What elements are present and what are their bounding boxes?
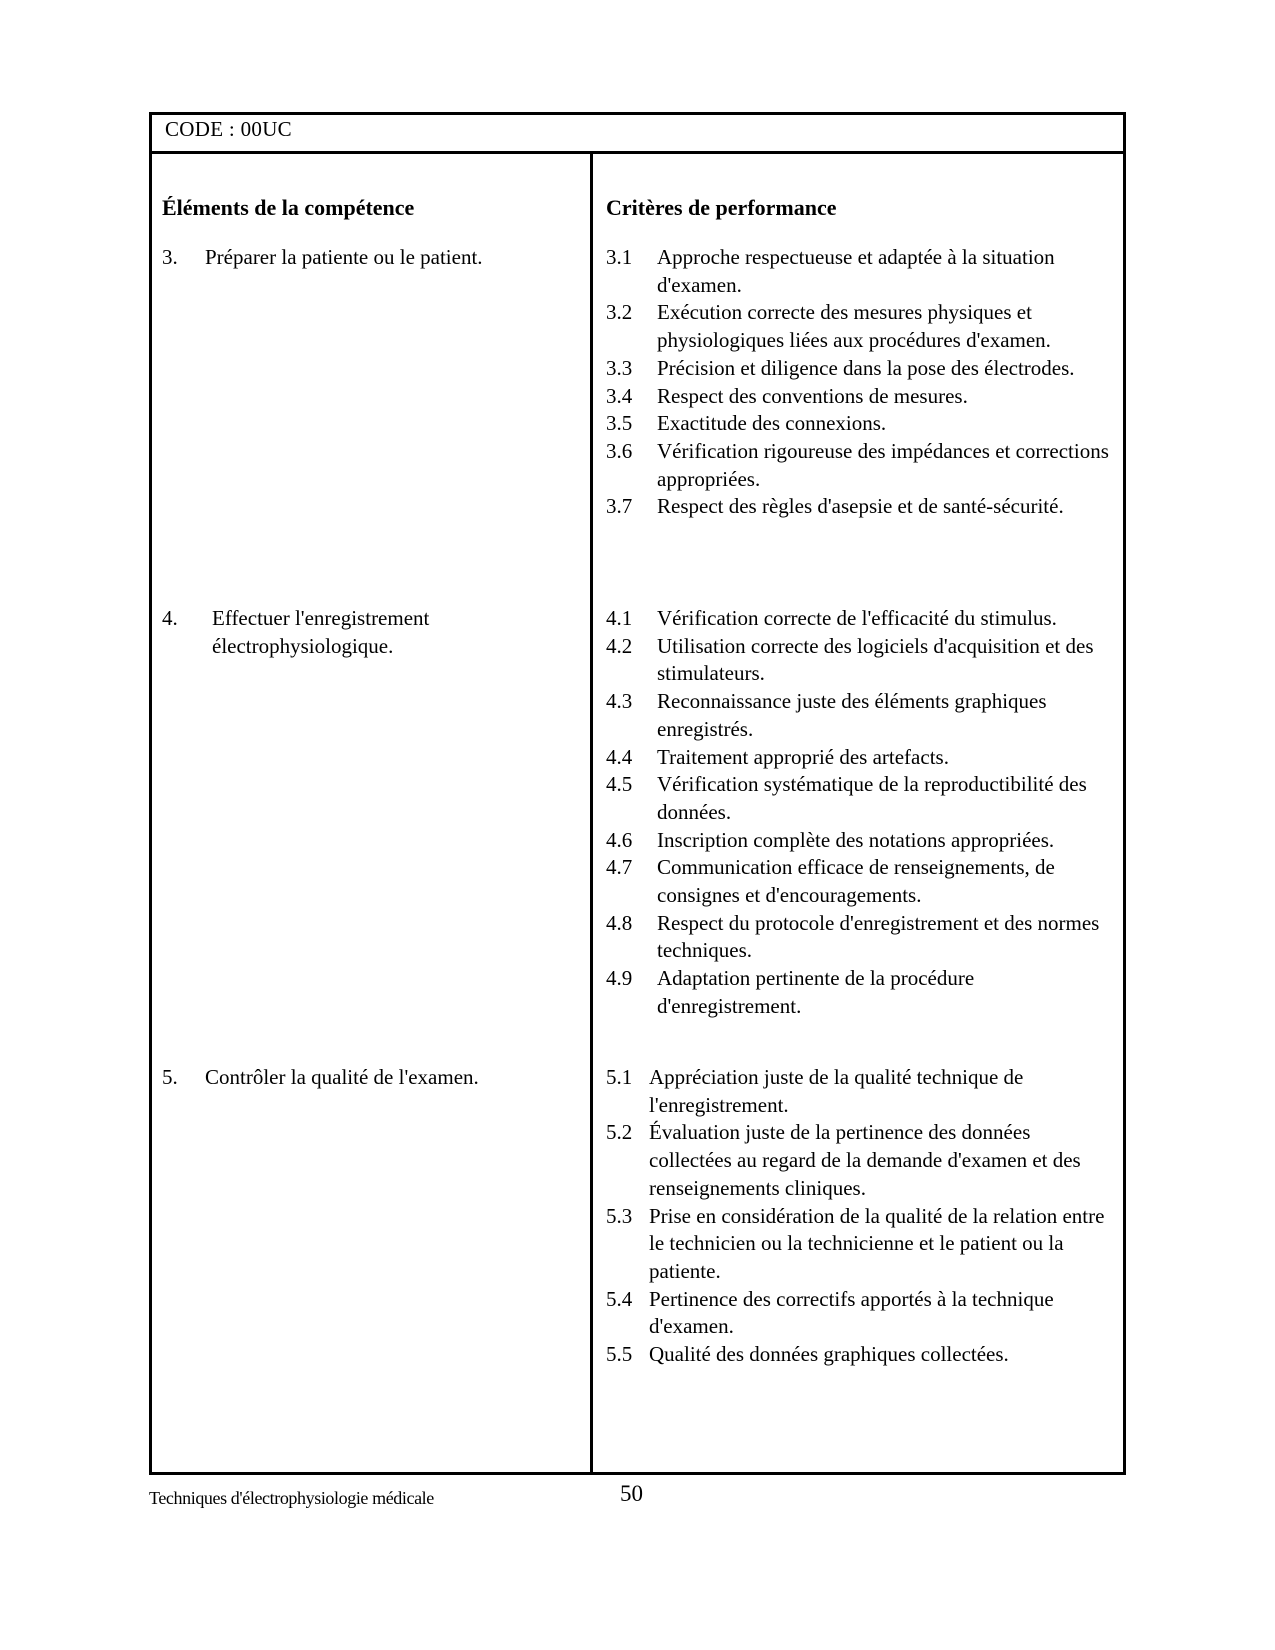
criterion-text: Prise en considération de la qualité de la relation entre le technicien ou la technicienne et le patient ou la patiente. (649, 1203, 1105, 1283)
criterion-text: Respect des conventions de mesures. (657, 383, 968, 408)
criterion-number: 3.3 (606, 355, 633, 380)
element-number: 5. (162, 1065, 178, 1089)
criterion-number: 3.1 (606, 245, 633, 269)
criteria-heading: Critères de performance (606, 195, 837, 220)
criteria-group-4 (606, 605, 1115, 1021)
criteria-group-5 (606, 1064, 1115, 1369)
criterion-text: Communication efficace de renseignements, de consignes et d'encouragements. (657, 855, 1055, 908)
criterion-text: Respect des règles d'asepsie et de santé-sécurité. (657, 494, 1064, 519)
elements-heading: Éléments de la compétence (162, 195, 415, 220)
criterion-3-2 (606, 299, 1115, 354)
footer-document-title: Techniques d'électrophysiologie médicale (149, 1488, 434, 1508)
element-number: 3. (162, 245, 178, 269)
criterion-text: Vérification correcte de l'efficacité du stimulus. (657, 606, 1057, 630)
criterion-text: Exécution correcte des mesures physiques et physiologiques liées aux procédures d'examen. (657, 300, 1051, 353)
criterion-3-6 (606, 438, 1115, 493)
criterion-number: 5.5 (606, 1342, 633, 1367)
criterion-text: Approche respectueuse et adaptée à la situation d'examen. (657, 245, 1055, 297)
criterion-4-1 (606, 605, 1115, 633)
criterion-4-6 (606, 827, 1115, 855)
criterion-5-4 (606, 1286, 1115, 1341)
criterion-4-7 (606, 854, 1115, 909)
page-number: 50 (620, 1481, 643, 1506)
criterion-number: 4.3 (606, 689, 633, 714)
criterion-text: Reconnaissance juste des éléments graphiques enregistrés. (657, 689, 1047, 741)
competency-table (149, 112, 1126, 1475)
criterion-text: Traitement approprié des artefacts. (657, 744, 949, 769)
criterion-4-3 (606, 688, 1115, 743)
criterion-number: 3.2 (606, 300, 633, 325)
criterion-text: Utilisation correcte des logiciels d'acquisition et des stimulateurs. (657, 633, 1094, 686)
code-row (152, 115, 1123, 154)
criterion-number: 4.2 (606, 633, 633, 658)
criterion-4-4 (606, 744, 1115, 772)
criterion-number: 4.7 (606, 855, 633, 880)
criterion-5-5 (606, 1341, 1115, 1369)
element-text-line-2: électrophysiologique. (212, 633, 394, 658)
element-text-line-1: Effectuer l'enregistrement (212, 606, 430, 630)
criterion-4-8 (606, 910, 1115, 965)
criterion-text: Évaluation juste de la pertinence des données collectées au regard de la demande d'examen et des renseignements cliniques. (649, 1120, 1081, 1200)
competency-code: CODE : 00UC (165, 117, 292, 141)
criterion-3-1 (606, 244, 1115, 299)
criterion-number: 3.5 (606, 411, 633, 436)
element-text: Contrôler la qualité de l'examen. (205, 1065, 479, 1089)
criterion-number: 4.8 (606, 910, 633, 935)
criterion-text: Qualité des données graphiques collectées. (649, 1342, 1009, 1367)
criterion-5-2 (606, 1119, 1115, 1202)
criterion-3-7 (606, 493, 1115, 521)
criterion-text: Appréciation juste de la qualité technique de l'enregistrement. (649, 1065, 1024, 1117)
criterion-text: Vérification rigoureuse des impédances et corrections appropriées. (657, 438, 1109, 491)
criterion-number: 3.6 (606, 438, 633, 463)
criterion-4-5 (606, 771, 1115, 826)
criterion-text: Adaptation pertinente de la procédure d'enregistrement. (657, 966, 975, 1018)
criterion-5-1 (606, 1064, 1115, 1119)
criterion-number: 3.4 (606, 383, 633, 408)
criterion-number: 4.1 (606, 606, 633, 630)
criterion-4-9 (606, 965, 1115, 1020)
criteria-group-3 (606, 244, 1115, 521)
elements-column (152, 154, 590, 1472)
element-number: 4. (162, 606, 178, 630)
criterion-3-5 (606, 410, 1115, 438)
criterion-text: Précision et diligence dans la pose des électrodes. (657, 355, 1075, 380)
criterion-text: Inscription complète des notations appropriées. (657, 827, 1055, 852)
criterion-3-4 (606, 383, 1115, 411)
criterion-text: Vérification systématique de la reproductibilité des données. (657, 772, 1087, 824)
element-text: Préparer la patiente ou le patient. (205, 245, 483, 269)
criterion-text: Pertinence des correctifs apportés à la technique d'examen. (649, 1286, 1054, 1339)
criterion-number: 4.9 (606, 966, 633, 991)
criterion-3-3 (606, 355, 1115, 383)
criterion-number: 4.6 (606, 827, 633, 852)
criterion-text: Respect du protocole d'enregistrement et des normes techniques. (657, 910, 1100, 963)
criterion-number: 4.5 (606, 772, 633, 797)
criterion-text: Exactitude des connexions. (657, 411, 887, 436)
criterion-number: 5.1 (606, 1065, 633, 1089)
criterion-number: 4.4 (606, 744, 633, 769)
criterion-4-2 (606, 633, 1115, 688)
criterion-number: 5.2 (606, 1120, 633, 1145)
criterion-number: 5.4 (606, 1286, 633, 1311)
criterion-5-3 (606, 1203, 1115, 1286)
criteria-column (593, 154, 1123, 1472)
criterion-number: 3.7 (606, 494, 633, 519)
criterion-number: 5.3 (606, 1203, 633, 1228)
